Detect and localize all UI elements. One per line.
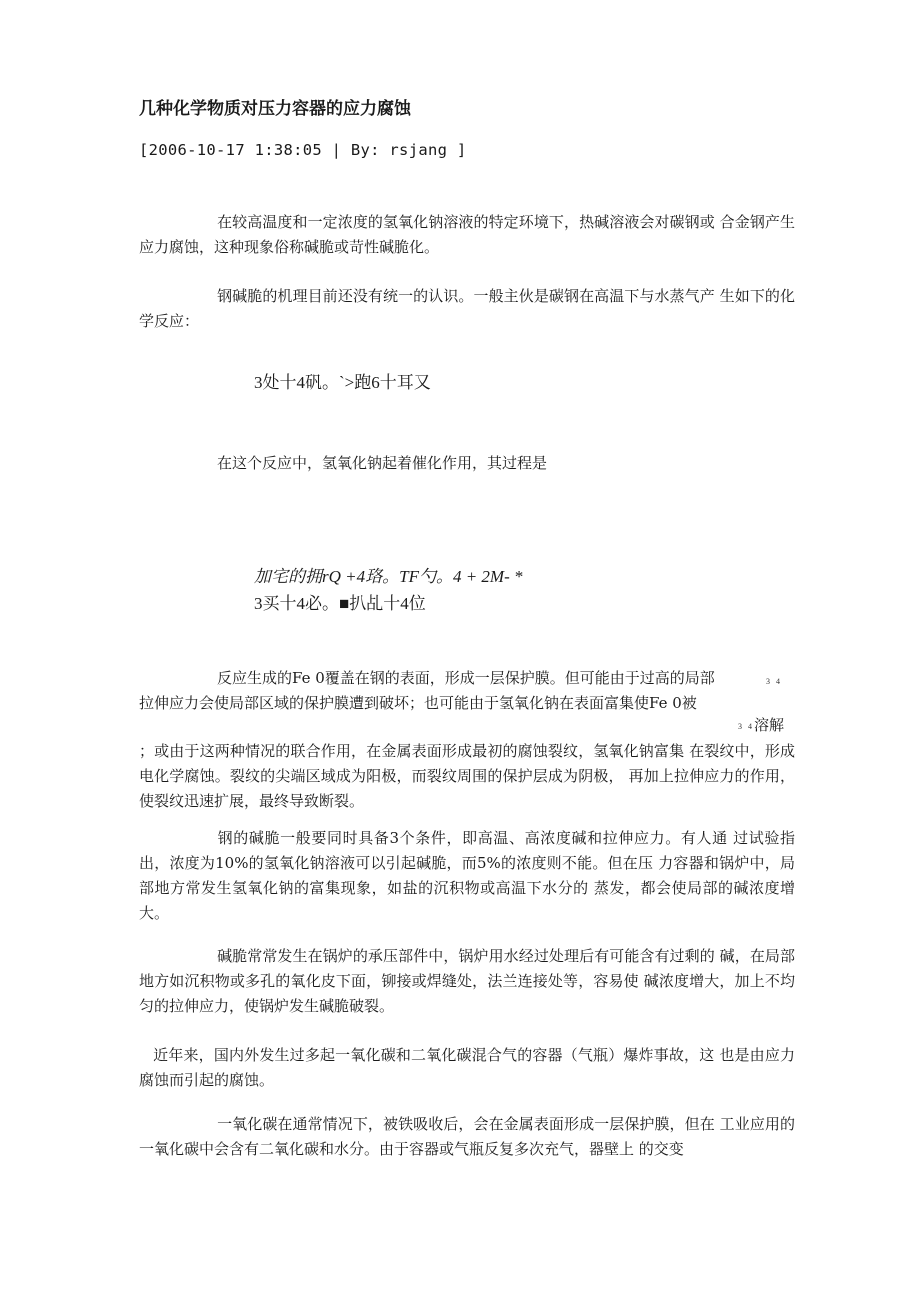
paragraph-8 [139,1112,795,1162]
paragraph-6-text: 碱脆常常发生在锅炉的承压部件中，锅炉用水经过处理后有可能含有过剩的 碱，在局部地方如沉积物或多孔的氧化皮下面，铆接或焊缝处，法兰连接处等，容易使 碱浓度增大，加上不均匀的拉伸应力，使锅炉发生碱脆破裂。 [139,947,795,1015]
subscript-note-1: 3 4 [766,677,782,686]
paragraph-8-text: 一氧化碳在通常情况下，被铁吸收后，会在金属表面形成一层保护膜，但在 工业应用的一氧化碳中会含有二氧化碳和水分。由于容器或气瓶反复多次充气，器壁上 的交变 [139,1115,795,1158]
paragraph-2-text: 钢碱脆的机理目前还没有统一的认识。一般主伙是碳钢在高温下与水蒸气产 生如下的化学反应： [139,287,795,330]
paragraph-7 [139,1043,795,1093]
paragraph-4c-text: ；或由于这两种情况的联合作用，在金属表面形成最初的腐蚀裂纹，氢氧化钠富集 在裂纹中，形成电化学腐蚀。裂纹的尖端区域成为阳极，而裂纹周围的保护层成为阴极， 再加上拉伸应力的作用，使裂纹迅速扩展，最终导致断裂。 [139,742,795,810]
paragraph-4b [139,691,795,716]
paragraph-5 [139,826,795,926]
dissolve-label: 溶解 [754,716,785,734]
paragraph-7-text: 近年来，国内外发生过多起一氧化碳和二氧化碳混合气的容器（气瓶）爆炸事故，这 也是由应力腐蚀而引起的腐蚀。 [139,1046,795,1089]
paragraph-4c [139,739,795,814]
paragraph-1 [139,210,795,260]
paragraph-3 [139,451,795,476]
reaction-formula-2: 加宅的拥rQ +4珞。TF勺。4 + 2M- * [254,567,523,586]
reaction-formula-1: 3处十4矾。`>跑6十耳又 [254,373,431,392]
post-meta: [2006-10-17 1:38:05 | By: rsjang ] [139,141,467,159]
document-title: 几种化学物质对压力容器的应力腐蚀 [139,99,411,119]
reaction-formula-3: 3买十4必。■扒乩十4位 [254,594,426,613]
subscript-note-2: 3 4 [738,722,754,731]
paragraph-4a [139,666,795,691]
paragraph-3-text: 在这个反应中，氢氧化钠起着催化作用，其过程是 [217,454,548,472]
paragraph-2 [139,284,795,334]
paragraph-4b-text: 拉伸应力会使局部区域的保护膜遭到破坏；也可能由于氢氧化钠在表面富集使Fe 0被 [139,694,697,712]
paragraph-6 [139,944,795,1019]
paragraph-4a-text: 反应生成的Fe 0覆盖在钢的表面，形成一层保护膜。但可能由于过高的局部 [217,669,715,687]
paragraph-5-text: 钢的碱脆一般要同时具备3个条件，即高温、高浓度碱和拉伸应力。有人通 过试验指出，浓度为10%的氢氧化钠溶液可以引起碱脆，而5%的浓度则不能。但在压 力容器和锅炉中，局部地方常发生氢氧化钠的富集现象，如盐的沉积物或高温下水分的 蒸发，都会使局部的碱浓度增大。 [139,829,795,922]
paragraph-1-text: 在较高温度和一定浓度的氢氧化钠溶液的特定环境下，热碱溶液会对碳钢或 合金钢产生应力腐蚀，这种现象俗称碱脆或苛性碱脆化。 [139,213,795,256]
